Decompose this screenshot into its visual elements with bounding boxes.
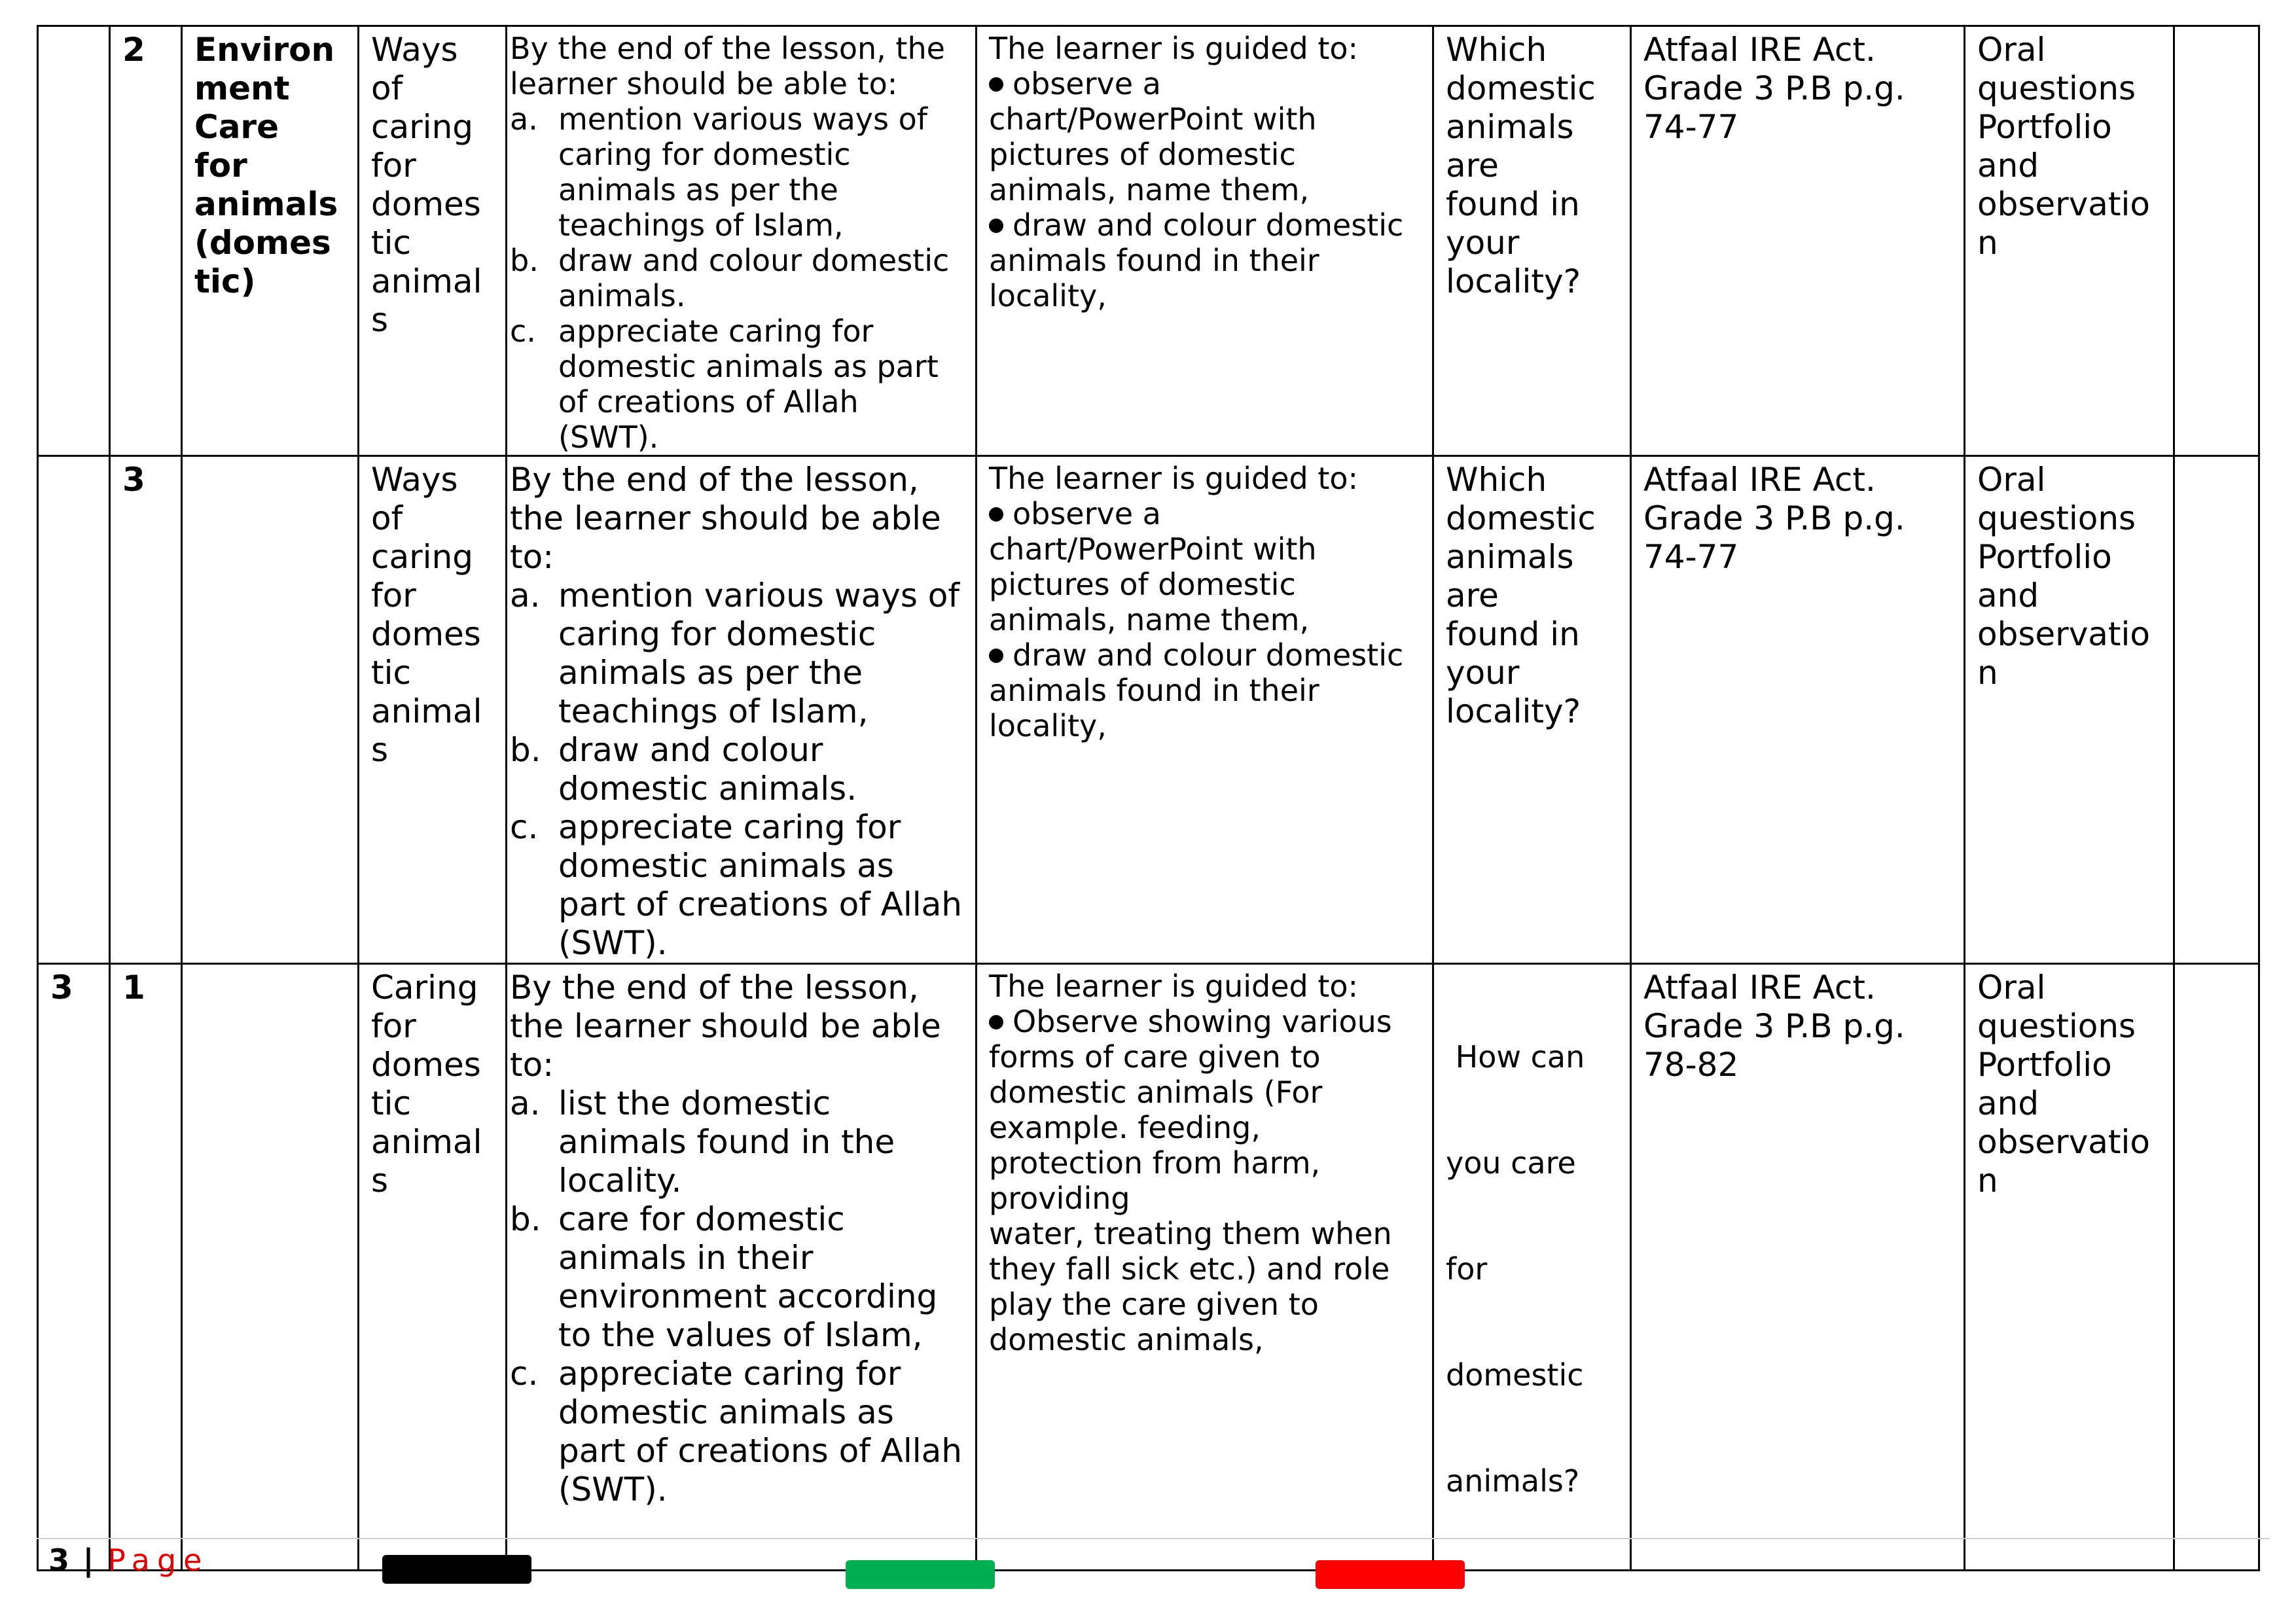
sub-strand-cell: [359, 456, 507, 964]
list-item: b. care for domestic animals in their environment according to the values of Islam,: [510, 1200, 938, 1354]
bullet-icon: [989, 507, 1003, 522]
red-color-bar: [1316, 1560, 1465, 1589]
assessment-cell: [1965, 456, 2174, 964]
bullet-icon: [989, 219, 1003, 233]
list-item: observe a chart/PowerPoint with pictures of domestic animals, name them,: [989, 66, 1317, 207]
assessment-cell: [1965, 26, 2174, 456]
outcomes-list: [510, 1084, 963, 1509]
list-item: draw and colour domestic animals found in their locality,: [989, 637, 1404, 743]
lesson-cell: [110, 456, 182, 964]
sub-strand-text: Ways of caring for domes tic animal s: [371, 461, 482, 769]
assessment-text: Oral questions Portfolio and observatio n: [1977, 969, 2151, 1200]
outcomes-intro: By the end of the lesson, the learner should be able to:: [510, 969, 941, 1084]
page-footer: [48, 1542, 209, 1578]
lesson-cell: [110, 26, 182, 456]
week-cell: [38, 964, 110, 1571]
learning-outcomes-cell: [507, 964, 977, 1571]
lesson-number: 2: [122, 31, 145, 69]
week-number: [39, 457, 109, 461]
list-item: b. draw and colour domestic animals.: [510, 243, 950, 313]
bullet-icon: [989, 649, 1003, 663]
experiences-intro: The learner is guided to:: [989, 461, 1359, 496]
list-item: observe a chart/PowerPoint with pictures of domestic animals, name them,: [989, 496, 1317, 637]
strand-text: Environ ment Care for animals (domes tic): [194, 31, 338, 300]
lesson-number: 1: [122, 969, 145, 1007]
remarks-text: [2175, 965, 2258, 969]
list-item: water, treating them when they fall sick etc.) and role play the care given to domestic animals,: [989, 1216, 1392, 1357]
learning-outcomes-cell: [507, 456, 977, 964]
page-separator: |: [82, 1543, 94, 1578]
lesson-number: 3: [122, 461, 145, 499]
strand-text: [183, 965, 357, 969]
table-row: [38, 26, 2259, 456]
list-item: Observe showing various forms of care given to domestic animals (For example. feeding, protection from harm, providing: [989, 1004, 1392, 1216]
week-number: 3: [50, 969, 73, 1007]
learning-outcomes-cell: [507, 26, 977, 456]
strand-cell: [182, 26, 359, 456]
week-cell: [38, 26, 110, 456]
outcomes-intro: By the end of the lesson, the learner should be able to:: [510, 461, 941, 576]
lesson-cell: [110, 964, 182, 1571]
list-item: a. list the domestic animals found in the locality.: [510, 1084, 895, 1200]
resources-text: Atfaal IRE Act. Grade 3 P.B p.g. 74-77: [1643, 31, 1905, 146]
key-inquiry-cell: [1433, 964, 1631, 1571]
list-item: b. draw and colour domestic animals.: [510, 731, 857, 808]
remarks-text: [2175, 457, 2258, 461]
remarks-cell: [2174, 964, 2259, 1571]
resources-text: Atfaal IRE Act. Grade 3 P.B p.g. 78-82: [1643, 969, 1905, 1084]
experiences-intro: The learner is guided to:: [989, 31, 1359, 66]
resources-cell: [1631, 456, 1965, 964]
resources-cell: [1631, 964, 1965, 1571]
list-item: c. appreciate caring for domestic animals as part of creations of Allah (SWT).: [510, 1355, 962, 1508]
key-inquiry-text: Which domestic animals are found in your locality?: [1446, 461, 1596, 730]
table-row: [38, 964, 2259, 1571]
table-row: [38, 456, 2259, 964]
key-inquiry-text: Which domestic animals are found in your locality?: [1446, 31, 1596, 300]
learning-experiences-cell: [977, 26, 1433, 456]
assessment-text: Oral questions Portfolio and observatio n: [1977, 31, 2151, 262]
page-label: Page: [107, 1543, 209, 1578]
key-inquiry-cell: [1433, 456, 1631, 964]
list-item: draw and colour domestic animals found in their locality,: [989, 207, 1404, 313]
outcomes-list: [510, 577, 963, 963]
outcomes-list: [510, 101, 963, 455]
assessment-text: Oral questions Portfolio and observatio n: [1977, 461, 2151, 692]
bullet-icon: [989, 1015, 1003, 1029]
sub-strand-text: Caring for domes tic animal s: [371, 969, 482, 1200]
sub-strand-text: Ways of caring for domes tic animal s: [371, 31, 482, 339]
list-item: c. appreciate caring for domestic animals as part of creations of Allah (SWT).: [510, 313, 939, 455]
experiences-intro: The learner is guided to:: [989, 969, 1359, 1004]
black-color-bar: [382, 1555, 531, 1584]
green-color-bar: [846, 1560, 995, 1589]
sub-strand-cell: [359, 964, 507, 1571]
outcomes-intro: By the end of the lesson, the learner should be able to:: [510, 31, 945, 101]
week-number: [39, 27, 109, 31]
strand-text: [183, 457, 357, 461]
sub-strand-cell: [359, 26, 507, 456]
resources-text: Atfaal IRE Act. Grade 3 P.B p.g. 74-77: [1643, 461, 1905, 576]
key-inquiry-cell: [1433, 26, 1631, 456]
remarks-cell: [2174, 456, 2259, 964]
remarks-text: [2175, 27, 2258, 31]
list-item: a. mention various ways of caring for domestic animals as per the teachings of Islam,: [510, 577, 960, 730]
list-item: c. appreciate caring for domestic animals as part of creations of Allah (SWT).: [510, 808, 962, 962]
week-cell: [38, 456, 110, 964]
list-item: a. mention various ways of caring for domestic animals as per the teachings of Islam,: [510, 101, 927, 243]
learning-experiences-cell: [977, 456, 1433, 964]
resources-cell: [1631, 26, 1965, 456]
remarks-cell: [2174, 26, 2259, 456]
learning-experiences-cell: [977, 964, 1433, 1571]
page-number: 3: [48, 1543, 70, 1578]
strand-cell: [182, 964, 359, 1571]
key-inquiry-text: How can you care for domestic animals?: [1446, 1039, 1585, 1499]
footer-divider: [37, 1538, 2270, 1539]
strand-cell: [182, 456, 359, 964]
bullet-icon: [989, 77, 1003, 92]
assessment-cell: [1965, 964, 2174, 1571]
scheme-of-work-table: [37, 25, 2260, 1571]
